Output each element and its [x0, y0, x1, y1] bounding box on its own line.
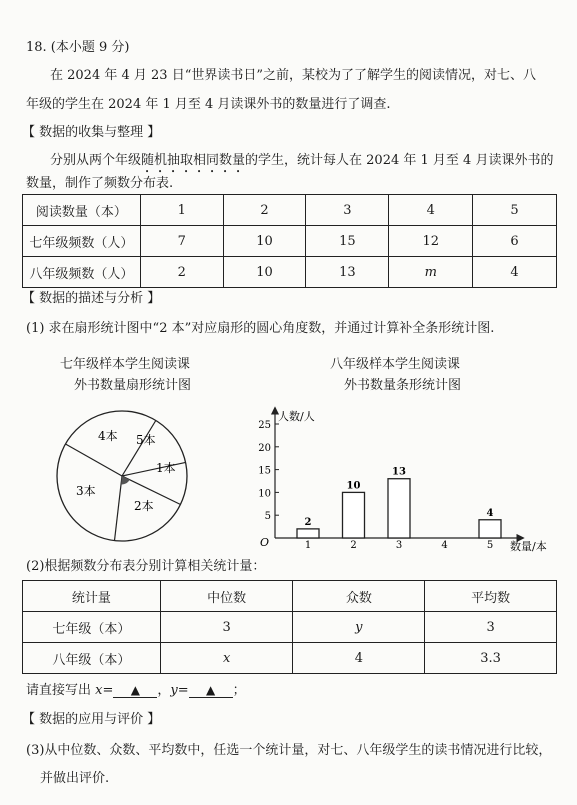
origin-label: O — [260, 536, 270, 549]
fill-in-line — [26, 683, 246, 699]
table-row — [23, 226, 557, 257]
table-cell: 阅读数量（本） — [23, 195, 141, 226]
x-tick-label: 2 — [350, 540, 357, 551]
table-cell: m — [389, 257, 473, 288]
y-tick-label: 5 — [264, 511, 271, 523]
table-cell: 中位数 — [160, 581, 293, 612]
collect-line-1-post: 的学生，统计每人在 2024 年 1 月至 4 月读课外书的 — [245, 153, 554, 168]
table-cell: 10 — [223, 226, 306, 257]
table-cell: y — [293, 612, 425, 643]
y-axis-label: 人数/人 — [278, 410, 315, 423]
table-cell: 八年级（本） — [23, 643, 161, 674]
table-cell: 2 — [223, 195, 306, 226]
bar-title-line-1: 八年级样本学生阅读课 — [330, 357, 461, 372]
part-3-line-1: (3)从中位数、众数、平均数中，任选一个统计量，对七、八年级学生的读书情况进行比较， — [26, 743, 552, 758]
bar-category-1 — [297, 529, 319, 538]
table-cell: 平均数 — [425, 581, 557, 612]
bar-data-label: 10 — [346, 480, 361, 492]
table-cell: 4 — [473, 257, 557, 288]
table-cell: 2 — [140, 257, 223, 288]
table-cell: 统计量 — [23, 581, 161, 612]
pie-divider — [66, 444, 123, 476]
x-tick-label: 5 — [486, 540, 494, 551]
x-tick-label: 4 — [441, 540, 448, 551]
part-2-text: (2)根据频数分布表分别计算相关统计量： — [26, 559, 266, 574]
bar-series — [297, 467, 501, 538]
pie-divider — [115, 476, 123, 541]
y-answer-blank[interactable]: ▲ — [189, 683, 233, 698]
table-cell: 3 — [306, 195, 389, 226]
table-cell: 1 — [140, 195, 223, 226]
bar-data-label: 4 — [486, 507, 494, 519]
x-tick-label: 1 — [304, 540, 312, 551]
statistics-table — [22, 580, 557, 674]
pie-title-line-2: 外书数量扇形统计图 — [74, 378, 192, 393]
frequency-table — [22, 194, 557, 288]
table-cell: 七年级频数（人） — [23, 226, 141, 257]
part-1-text: (1) 求在扇形统计图中“2 本”对应扇形的圆心角度数，并通过计算补全条形统计图. — [26, 321, 495, 336]
x-axis-label: 数量/本 — [510, 540, 547, 553]
y-tick-label: 15 — [258, 465, 271, 477]
table-cell: 6 — [473, 226, 557, 257]
table-cell: 10 — [223, 257, 306, 288]
pie-divider — [122, 462, 186, 476]
x-tick-label: 3 — [395, 540, 403, 551]
y-variable: y — [170, 683, 178, 698]
equals-sign: = — [102, 683, 114, 698]
intro-line-1: 在 2024 年 4 月 23 日“世界读书日”之前，某校为了了解学生的阅读情况，对七、八 — [50, 68, 536, 83]
bar-chart — [255, 400, 555, 560]
collect-line-2: 数量，制作了频数分布表. — [26, 176, 174, 191]
table-cell: 七年级（本） — [23, 612, 161, 643]
pie-label-1: 1本 — [156, 461, 176, 475]
pie-label-4: 4本 — [98, 429, 118, 443]
fill-in-prefix: 请直接写出 — [26, 683, 96, 698]
pie-chart — [50, 400, 200, 550]
x-variable: x — [95, 683, 103, 698]
table-cell: 7 — [140, 226, 223, 257]
table-cell: 12 — [389, 226, 473, 257]
table-cell: 5 — [473, 195, 557, 226]
table-cell: 3.3 — [425, 643, 557, 674]
table-cell: 4 — [293, 643, 425, 674]
separator: ， — [157, 683, 171, 698]
pie-divider — [122, 421, 156, 477]
intro-line-2: 年级的学生在 2024 年 1 月至 4 月读课外书的数量进行了调查. — [26, 97, 391, 112]
pie-title-line-1: 七年级样本学生阅读课 — [60, 357, 191, 372]
pie-label-5: 5本 — [136, 433, 156, 447]
y-tick-label: 25 — [258, 420, 271, 431]
collect-line-1 — [50, 153, 553, 176]
collect-line-1-pre: 分别从两个年级 — [50, 153, 142, 168]
section-application-heading: 【 数据的应用与评价 】 — [22, 712, 161, 727]
pie-label-3: 3本 — [76, 484, 96, 498]
bar-data-label: 2 — [304, 516, 312, 528]
bar-title-line-2: 外书数量条形统计图 — [344, 378, 462, 393]
table-cell: 13 — [306, 257, 389, 288]
table-cell: x — [160, 643, 293, 674]
table-row — [23, 612, 557, 643]
table-cell: 4 — [389, 195, 473, 226]
section-analysis-heading: 【 数据的描述与分析 】 — [22, 291, 161, 306]
table-cell: 八年级频数（人） — [23, 257, 141, 288]
table-cell: 3 — [160, 612, 293, 643]
table-cell: 众数 — [293, 581, 425, 612]
bar-data-label: 13 — [392, 466, 406, 478]
y-tick-label: 10 — [258, 488, 271, 500]
table-row — [23, 581, 557, 612]
pie-label-2: 2本 — [134, 499, 154, 513]
section-collection-heading: 【 数据的收集与整理 】 — [22, 125, 161, 140]
bar-category-3 — [388, 479, 410, 538]
table-row — [23, 257, 557, 288]
table-cell: 3 — [425, 612, 557, 643]
line-end: ； — [232, 683, 246, 698]
x-answer-blank[interactable]: ▲ — [113, 683, 157, 698]
table-row — [23, 195, 557, 226]
bar-category-2 — [343, 492, 365, 538]
y-tick-label: 20 — [258, 442, 271, 454]
part-3-line-2: 并做出评价. — [40, 771, 110, 786]
question-number: 18. (本小题 9 分) — [26, 40, 130, 55]
emphasized-text: 随机抽取相同数量 — [141, 153, 246, 168]
table-cell: 15 — [306, 226, 389, 257]
equals-sign: = — [177, 683, 189, 698]
table-row — [23, 643, 557, 674]
bar-category-5 — [479, 520, 501, 538]
